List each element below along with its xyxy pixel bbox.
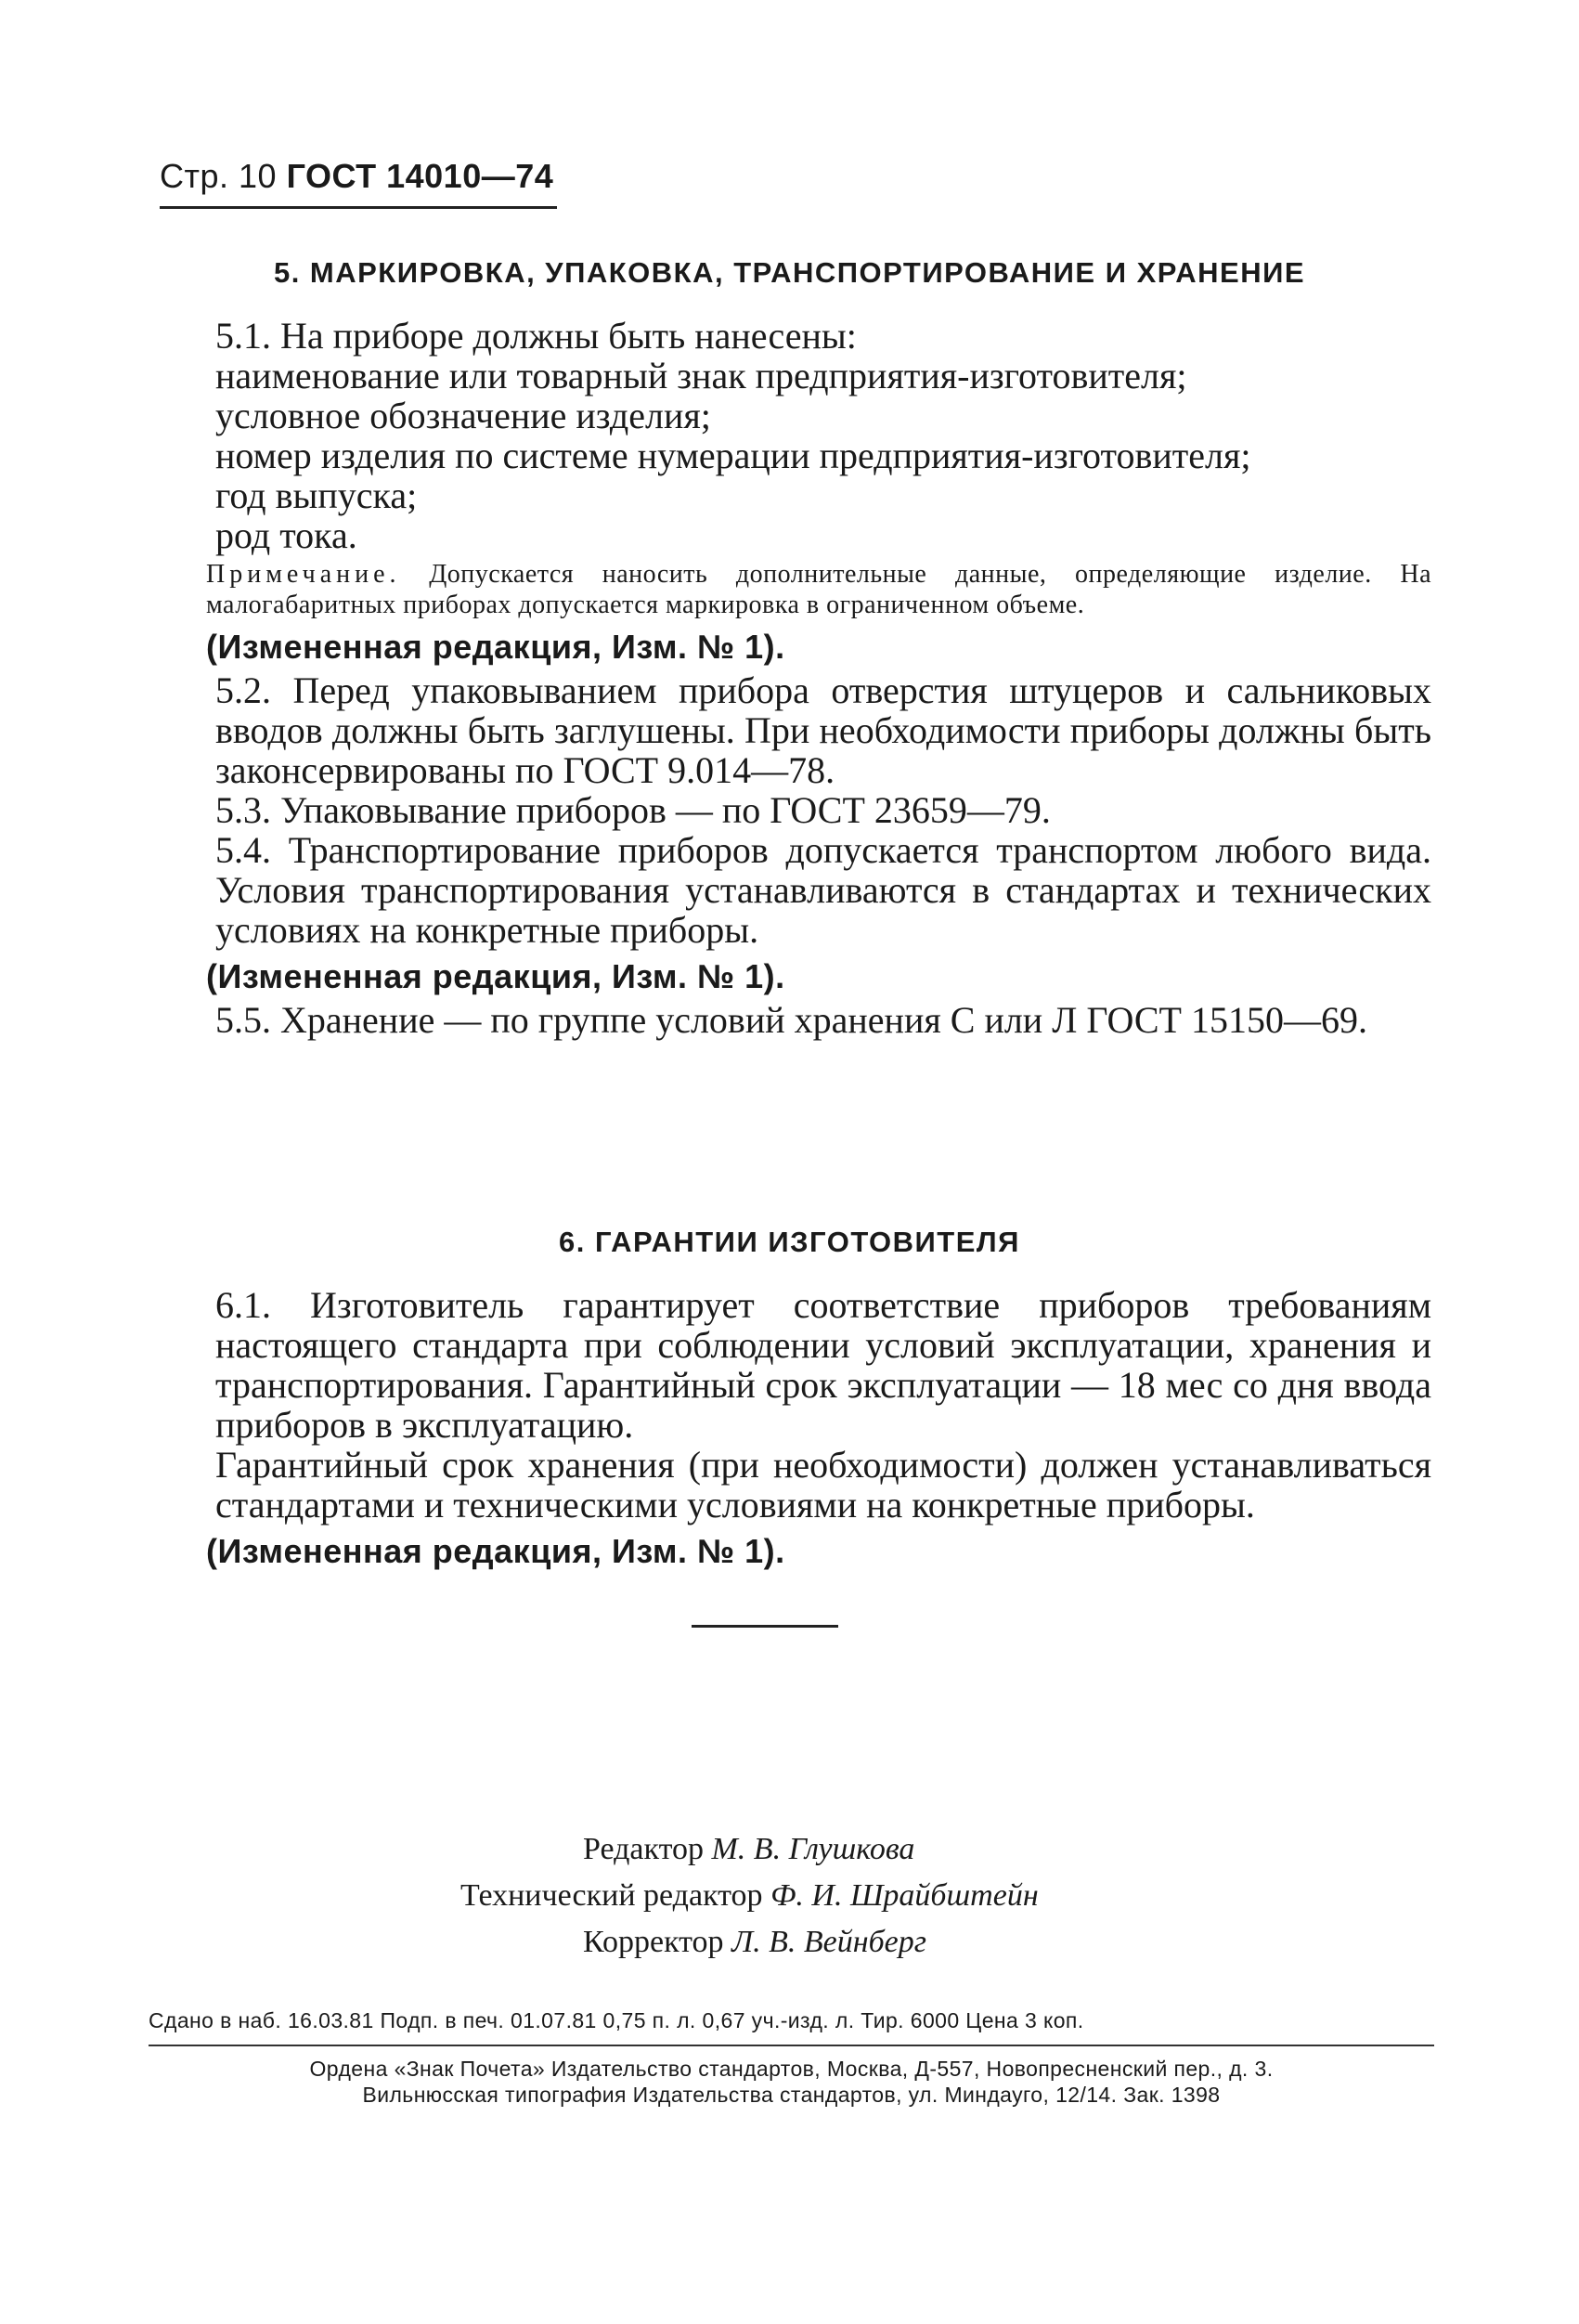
- section-5-body: [206, 315, 1431, 1041]
- imprint-line-3: Вильнюсская типография Издательства стандартов, ул. Миндауго, 12/14. Зак. 1398: [362, 2083, 1221, 2107]
- paragraph-6-1: 6.1. Изготовитель гарантирует соответствие приборов требованиям настоящего стандарта при соблюдении условий эксплуатации, хранения и транспортирования. Гарантийный срок эксплуатации — 18 мес со дня ввода приборов в эксплуатацию.: [215, 1284, 1431, 1446]
- amendment-note: (Измененная редакция, Изм. № 1).: [206, 957, 785, 995]
- section-5-title: 5. МАРКИРОВКА, УПАКОВКА, ТРАНСПОРТИРОВАНИЕ И ХРАНЕНИЕ: [273, 256, 1306, 289]
- paragraph-5-4: 5.4. Транспортирование приборов допускается транспортом любого вида. Условия транспортирования устанавливаются в стандартах и технических условиях на конкретные приборы.: [215, 829, 1431, 951]
- running-head: [160, 156, 553, 197]
- credit-tech-editor: [460, 1876, 1039, 1916]
- list-item: год выпуска;: [215, 474, 418, 516]
- section-6-title: 6. ГАРАНТИИ ИЗГОТОВИТЕЛЯ: [559, 1226, 1020, 1258]
- credit-role: Редактор: [583, 1832, 704, 1866]
- list-item: условное обозначение изделия;: [215, 395, 711, 436]
- imprint-rule: [149, 2045, 1434, 2046]
- page-number: Стр. 10: [160, 157, 278, 195]
- amendment-note: (Измененная редакция, Изм. № 1).: [206, 1532, 785, 1570]
- imprint-line-2: Ордена «Знак Почета» Издательство стандартов, Москва, Д-557, Новопресненский пер., д. 3.: [309, 2057, 1274, 2081]
- paragraph-5-1-intro: 5.1. На приборе должны быть нанесены:: [215, 315, 857, 357]
- credit-name: Л. В. Вейнберг: [731, 1925, 927, 1959]
- imprint-line-1: Сдано в наб. 16.03.81 Подп. в печ. 01.07.81 0,75 п. л. 0,67 уч.-изд. л. Тир. 6000 Цена 3 коп.: [149, 2008, 1084, 2032]
- credit-name: М. В. Глушкова: [711, 1832, 915, 1866]
- credit-name: Ф. И. Шрайбштейн: [770, 1878, 1039, 1913]
- credit-role: Корректор: [583, 1925, 724, 1959]
- list-item: номер изделия по системе нумерации предприятия-изготовителя;: [215, 435, 1251, 476]
- credit-editor: [583, 1829, 914, 1870]
- paragraph-5-2: 5.2. Перед упаковыванием прибора отверстия штуцеров и сальниковых вводов должны быть заглушены. При необходимости приборы должны быть законсервированы по ГОСТ 9.014—78.: [215, 669, 1431, 791]
- paragraph-5-3: 5.3. Упаковывание приборов — по ГОСТ 23659—79.: [215, 789, 1051, 831]
- paragraph-5-5: 5.5. Хранение — по группе условий хранения С или Л ГОСТ 15150—69.: [215, 999, 1367, 1041]
- paragraph-6-1b: Гарантийный срок хранения (при необходимости) должен устанавливаться стандартами и техническими условиями на конкретные приборы.: [215, 1444, 1431, 1526]
- list-item: наименование или товарный знак предприятия-изготовителя;: [215, 355, 1187, 396]
- note: [206, 559, 1431, 620]
- list-item: род тока.: [215, 514, 357, 556]
- section-6-body: [206, 1284, 1431, 1575]
- standard-number: ГОСТ 14010—74: [286, 157, 554, 195]
- credit-corrector: [583, 1922, 926, 1963]
- note-text: Допускается наносить дополнительные данные, определяющие изделие. На малогабаритных приборах допускается маркировка в ограниченном объеме.: [206, 560, 1431, 619]
- separator-rule: [692, 1625, 838, 1628]
- credit-role: Технический редактор: [460, 1878, 763, 1913]
- header-rule: [160, 206, 557, 209]
- note-lead: Примечание.: [206, 560, 401, 589]
- amendment-note: (Измененная редакция, Изм. № 1).: [206, 628, 785, 666]
